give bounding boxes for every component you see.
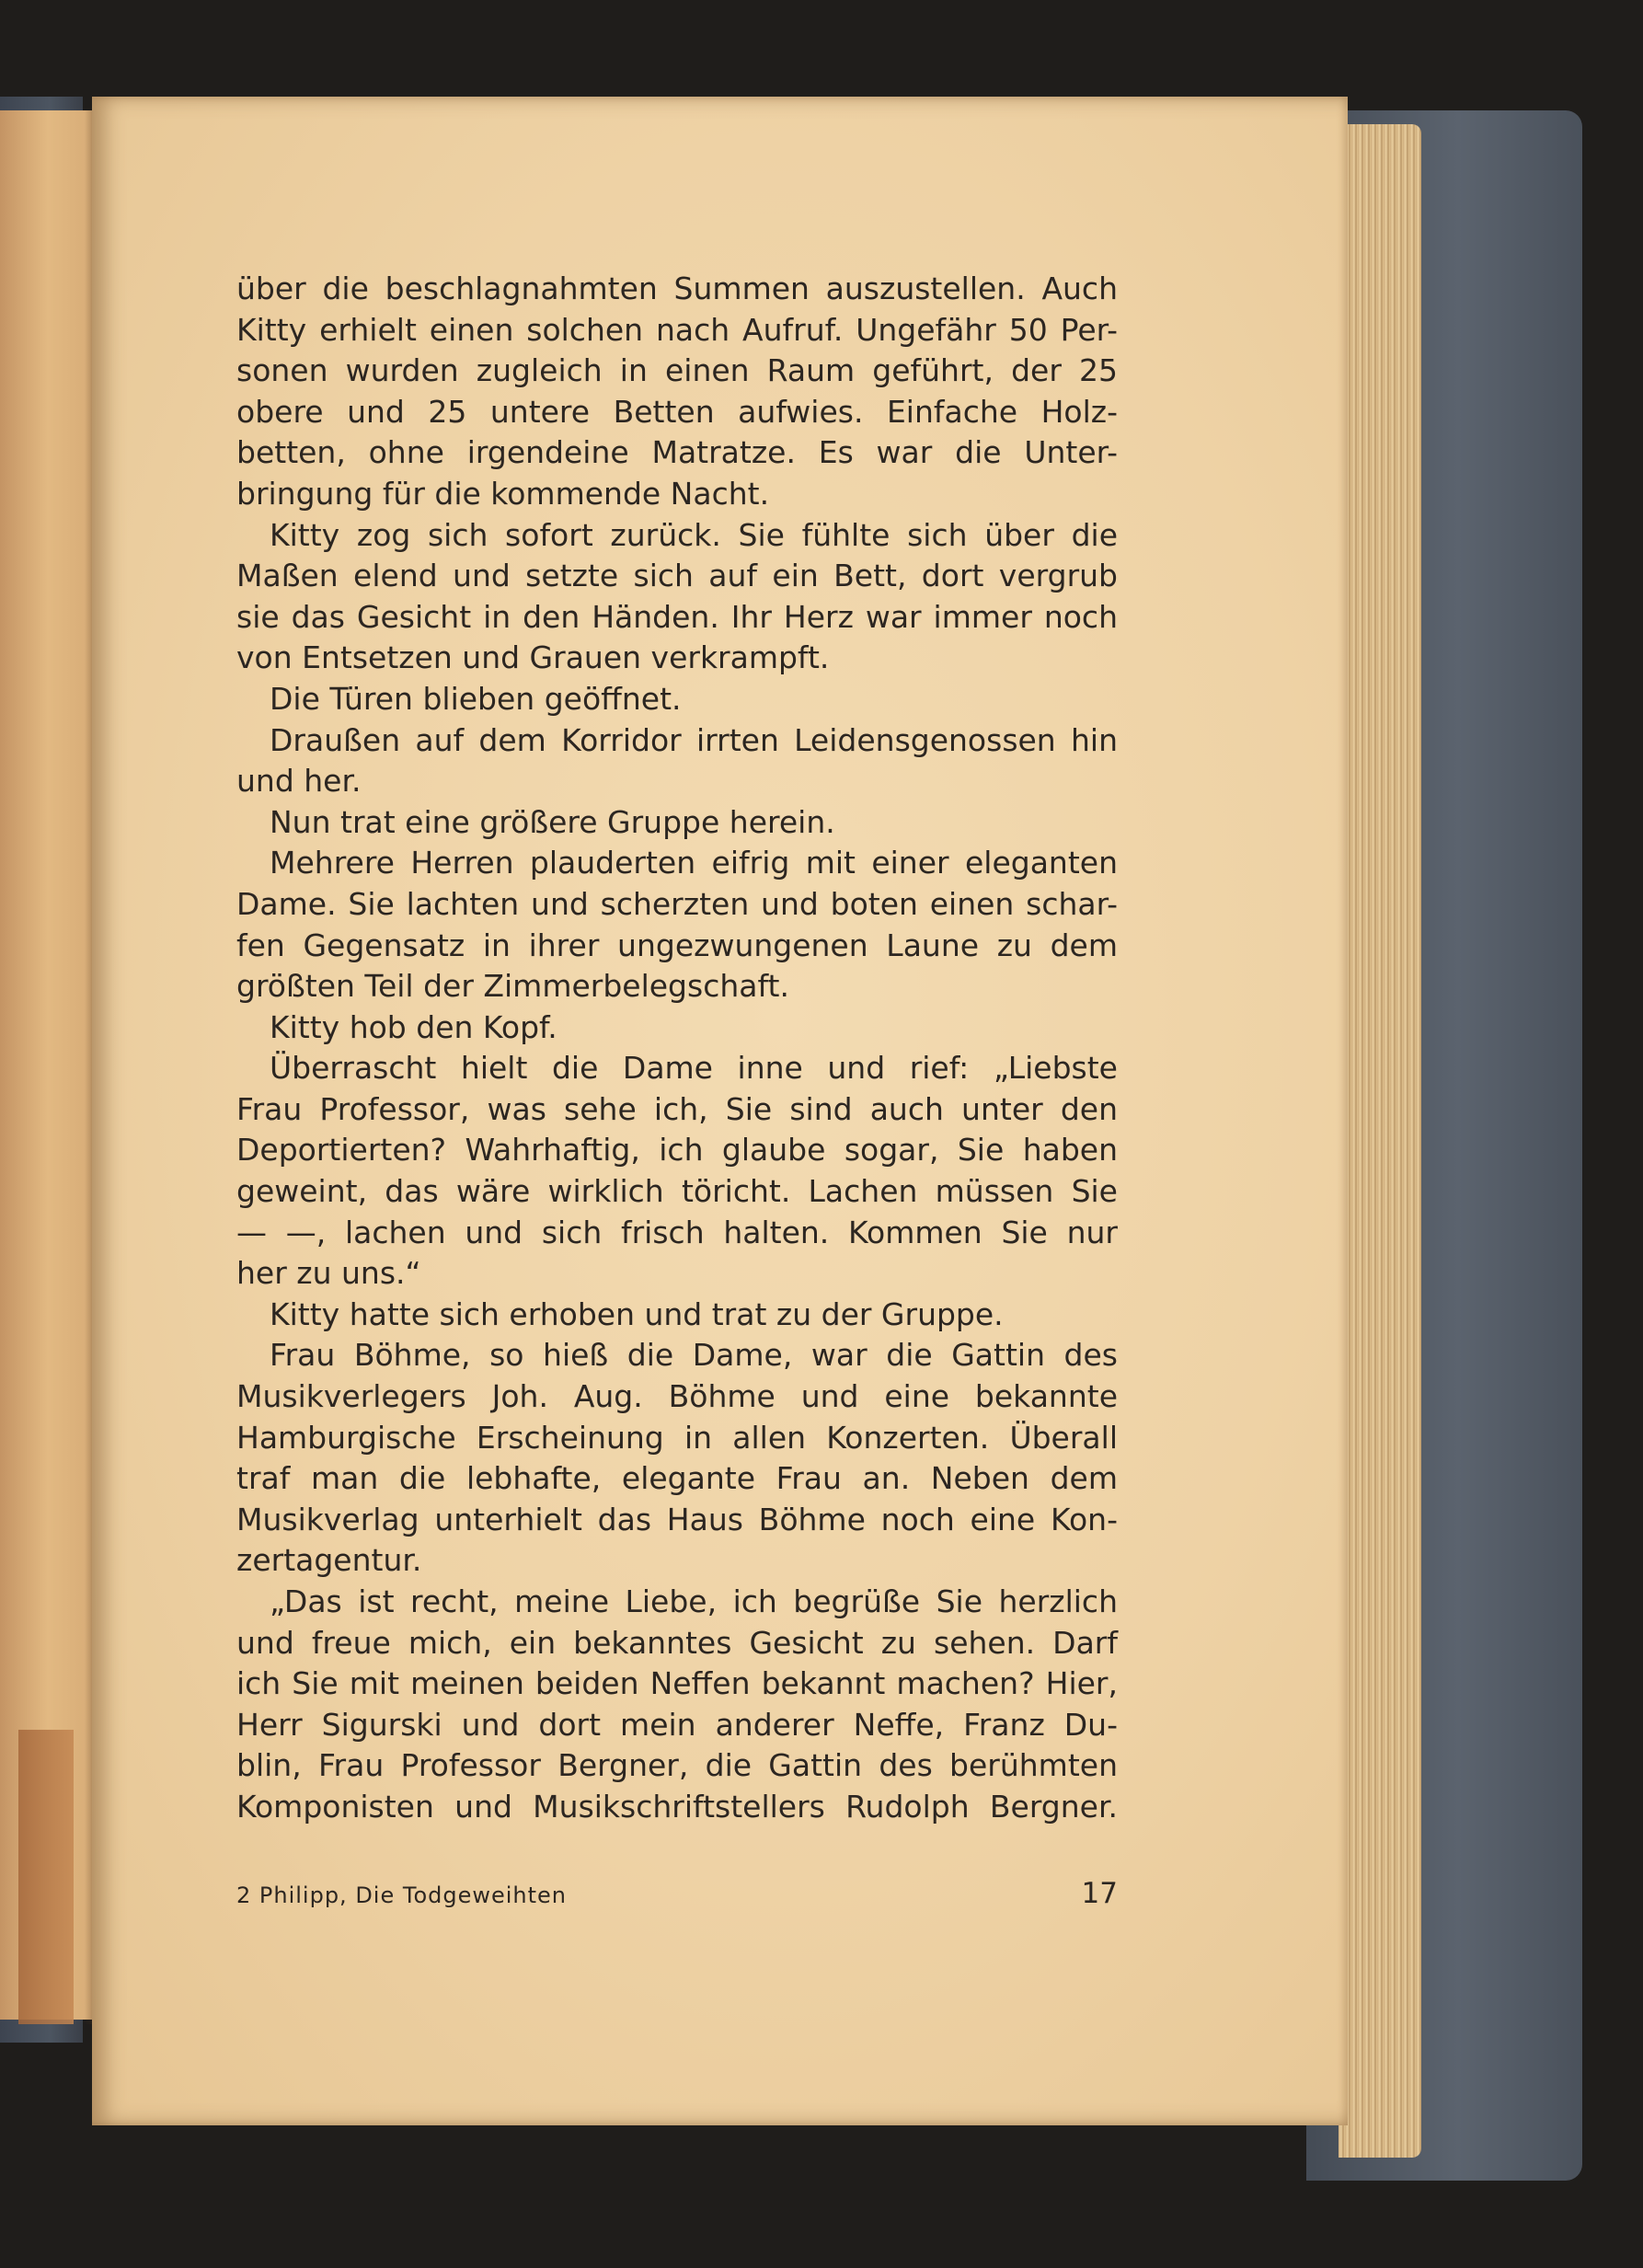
text-line: Kitty hob den Kopf. bbox=[270, 1008, 557, 1045]
text-line: „Das ist recht, meine Liebe, ich begrüße Sie herzlich bbox=[270, 1583, 1118, 1619]
page-edges bbox=[1339, 124, 1421, 2158]
text-line: Hamburgische Erscheinung in allen Konzerten. Überall bbox=[236, 1419, 1118, 1456]
text-line: über die beschlagnahmten Summen auszustellen. Auch bbox=[236, 271, 1118, 306]
text-line: geweint, das wäre wirklich töricht. Lachen müssen Sie bbox=[236, 1173, 1118, 1210]
text-line: Maßen elend und setzte sich auf ein Bett, dort vergrub bbox=[236, 558, 1118, 594]
body-text bbox=[236, 269, 1118, 1828]
text-line: Musikverlag unterhielt das Haus Böhme noch eine Kon- bbox=[236, 1501, 1118, 1537]
text-line: größten Teil der Zimmerbelegschaft. bbox=[236, 968, 789, 1005]
text-line: bringung für die kommende Nacht. bbox=[236, 475, 770, 512]
text-line: blin, Frau Professor Bergner, die Gattin des berühmten bbox=[236, 1747, 1118, 1784]
text-line: Die Türen blieben geöffnet. bbox=[270, 680, 682, 717]
text-line: obere und 25 untere Betten aufwies. Einfache Holz- bbox=[236, 393, 1118, 430]
text-line: Kitty hatte sich erhoben und trat zu der Gruppe. bbox=[270, 1295, 1004, 1332]
text-line: Nun trat eine größere Gruppe herein. bbox=[270, 803, 835, 840]
text-line: Frau Professor, was sehe ich, Sie sind auch unter den bbox=[236, 1090, 1118, 1127]
text-line: von Entsetzen und Grauen verkrampft. bbox=[236, 639, 830, 676]
text-line: Dame. Sie lachten und scherzten und boten einen schar- bbox=[236, 885, 1118, 922]
page-number: 17 bbox=[1081, 1877, 1118, 1910]
text-line: her zu uns.“ bbox=[236, 1255, 421, 1292]
text-line: traf man die lebhafte, elegante Frau an. Neben dem bbox=[236, 1460, 1118, 1497]
text-line: — —, lachen und sich frisch halten. Kommen Sie nur bbox=[236, 1214, 1118, 1250]
text-line: und freue mich, ein bekanntes Gesicht zu sehen. Darf bbox=[236, 1624, 1118, 1661]
text-line: Kitty zog sich sofort zurück. Sie fühlte sich über die bbox=[270, 516, 1118, 553]
text-line: Deportierten? Wahrhaftig, ich glaube sogar, Sie haben bbox=[236, 1132, 1118, 1169]
text-line: Überrascht hielt die Dame inne und rief: „Liebste bbox=[270, 1050, 1118, 1087]
text-line: Musikverlegers Joh. Aug. Böhme und eine bekannte bbox=[236, 1378, 1118, 1415]
text-line: betten, ohne irgendeine Matratze. Es war die Unter- bbox=[236, 434, 1118, 471]
text-line: sie das Gesicht in den Händen. Ihr Herz war immer noch bbox=[236, 598, 1118, 635]
binding-tape bbox=[18, 1730, 74, 2024]
text-line: Draußen auf dem Korridor irrten Leidensgenossen hin bbox=[270, 721, 1118, 758]
text-line: zertagentur. bbox=[236, 1542, 422, 1579]
text-line: Frau Böhme, so hieß die Dame, war die Gattin des bbox=[270, 1337, 1118, 1374]
text-line: fen Gegensatz in ihrer ungezwungenen Laune zu dem bbox=[236, 927, 1118, 963]
text-line: Komponisten und Musikschriftstellers Rudolph Bergner. bbox=[236, 1788, 1118, 1825]
text-line: ich Sie mit meinen beiden Neffen bekannt machen? Hier, bbox=[236, 1665, 1118, 1702]
text-line: sonen wurden zugleich in einen Raum geführt, der 25 bbox=[236, 352, 1118, 389]
text-line: Herr Sigurski und dort mein anderer Neffe, Franz Du- bbox=[236, 1706, 1118, 1743]
text-line: Mehrere Herren plauderten eifrig mit einer eleganten bbox=[270, 845, 1118, 881]
text-line: und her. bbox=[236, 763, 362, 800]
text-line: Kitty erhielt einen solchen nach Aufruf. Ungefähr 50 Per- bbox=[236, 311, 1118, 348]
page-footer bbox=[236, 1877, 1118, 1914]
signature-mark: 2 Philipp, Die Todgeweihten bbox=[236, 1882, 568, 1908]
